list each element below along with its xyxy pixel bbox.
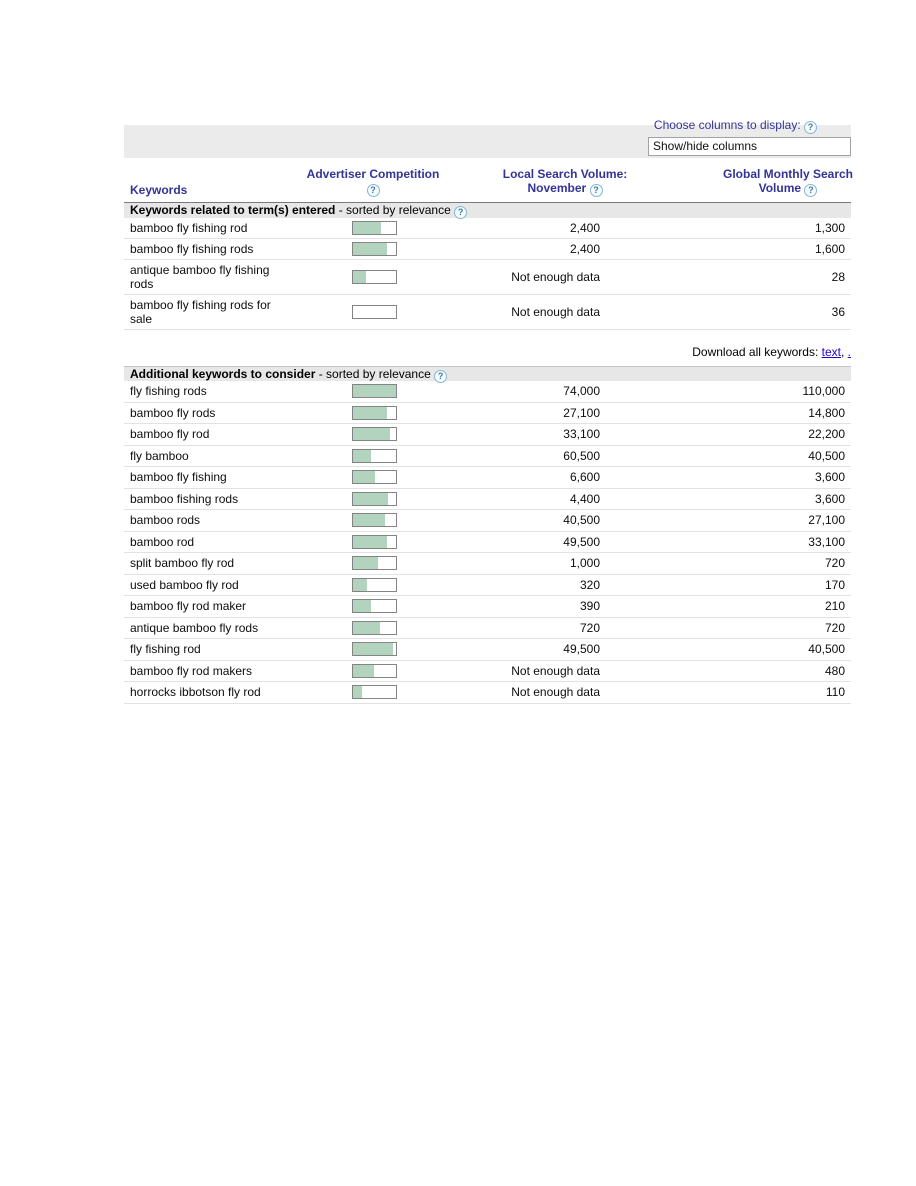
global-search-volume-cell: 110,000: [802, 384, 845, 399]
keyword-row: [124, 467, 851, 489]
keyword-row: [124, 661, 851, 683]
local-search-volume-label-line2: November: [527, 181, 587, 195]
global-search-volume-label-line1: Global Monthly Search: [722, 167, 854, 181]
local-search-volume-cell: 74,000: [563, 384, 600, 399]
advertiser-competition-bar: [352, 621, 397, 635]
advertiser-competition-bar: [352, 642, 397, 656]
local-search-volume-cell: Not enough data: [511, 270, 600, 284]
advertiser-competition-bar: [352, 305, 397, 319]
local-search-volume-cell: 6,600: [569, 470, 600, 485]
advertiser-competition-bar: [352, 513, 397, 527]
global-search-volume-cell: 720: [824, 556, 845, 571]
advertiser-competition-bar: [352, 449, 397, 463]
column-header-global-monthly-search-volume: [678, 167, 898, 197]
local-search-volume-label-line1: Local Search Volume:: [502, 167, 628, 181]
advertiser-competition-bar-fill: [353, 622, 380, 634]
keyword-row: [124, 295, 851, 330]
advertiser-competition-bar-fill: [353, 579, 367, 591]
keyword-cell: used bamboo fly rod: [130, 577, 239, 592]
keyword-cell: bamboo fly rod maker: [130, 599, 247, 614]
global-search-volume-cell: 40,500: [808, 642, 845, 657]
column-header-advertiser-competition: [273, 167, 473, 197]
keyword-row: [124, 239, 851, 260]
global-search-volume-cell: 1,600: [814, 242, 845, 256]
keyword-row: [124, 218, 851, 239]
help-icon[interactable]: ?: [804, 184, 817, 197]
keyword-row: [124, 639, 851, 661]
keyword-cell: bamboo fly fishing: [130, 470, 227, 485]
keyword-row: [124, 403, 851, 425]
column-header-local-search-volume: [465, 167, 665, 197]
keyword-cell: antique bamboo fly fishing rods: [130, 263, 270, 291]
advertiser-competition-bar: [352, 599, 397, 613]
keyword-row: [124, 682, 851, 704]
table-column-header-row: [124, 158, 854, 203]
global-search-volume-cell: 36: [831, 305, 845, 319]
keyword-cell: bamboo fly rods: [130, 405, 216, 420]
advertiser-competition-bar-fill: [353, 493, 388, 505]
advertiser-competition-bar-fill: [353, 643, 393, 655]
local-search-volume-cell: Not enough data: [511, 663, 600, 678]
local-search-volume-cell: 390: [579, 599, 600, 614]
advertiser-competition-bar-fill: [353, 665, 374, 677]
section-header-additional-keywords: [124, 366, 851, 381]
advertiser-competition-bar-fill: [353, 243, 387, 255]
keyword-row: [124, 618, 851, 640]
advertiser-competition-bar-fill: [353, 385, 396, 397]
column-header-keywords: Keywords: [130, 183, 188, 197]
section-title-rest: - sorted by relevance: [315, 367, 431, 381]
keyword-row: [124, 553, 851, 575]
advertiser-competition-bar: [352, 685, 397, 699]
keyword-cell: bamboo fly rod: [130, 427, 210, 442]
local-search-volume-cell: Not enough data: [511, 685, 600, 700]
local-search-volume-cell: 49,500: [563, 534, 600, 549]
advertiser-competition-bar: [352, 221, 397, 235]
keyword-row: [124, 575, 851, 597]
keyword-cell: bamboo fishing rods: [130, 491, 239, 506]
keyword-cell: bamboo fly fishing rods for sale: [130, 298, 271, 326]
local-search-volume-cell: 27,100: [563, 405, 600, 420]
keyword-cell: fly fishing rod: [130, 642, 201, 657]
keyword-cell: horrocks ibbotson fly rod: [130, 685, 261, 700]
local-search-volume-cell: 60,500: [563, 448, 600, 463]
section-title-bold: Additional keywords to consider: [130, 367, 316, 381]
local-search-volume-cell: 320: [579, 577, 600, 592]
advertiser-competition-bar-fill: [353, 471, 375, 483]
keyword-tool-results-panel: [124, 118, 854, 700]
download-separator: ,: [840, 345, 848, 359]
local-search-volume-cell: 4,400: [569, 491, 600, 506]
advertiser-competition-bar: [352, 664, 397, 678]
help-icon[interactable]: ?: [804, 121, 817, 134]
help-icon[interactable]: ?: [590, 184, 603, 197]
advertiser-competition-bar: [352, 470, 397, 484]
keyword-cell: bamboo rod: [130, 534, 195, 549]
column-controls-band: [124, 118, 851, 158]
keyword-cell: split bamboo fly rod: [130, 556, 235, 571]
keyword-cell: antique bamboo fly rods: [130, 620, 259, 635]
advertiser-competition-bar: [352, 427, 397, 441]
advertiser-competition-bar-fill: [353, 407, 387, 419]
global-search-volume-cell: 3,600: [814, 470, 845, 485]
global-search-volume-cell: 3,600: [814, 491, 845, 506]
choose-columns-text: Choose columns to display:: [653, 118, 801, 132]
keyword-cell: bamboo fly rod makers: [130, 663, 253, 678]
global-search-volume-label-line2: Volume: [758, 181, 802, 195]
keyword-row: [124, 510, 851, 532]
keyword-row: [124, 381, 851, 403]
global-search-volume-cell: 40,500: [808, 448, 845, 463]
advertiser-competition-bar: [352, 270, 397, 284]
local-search-volume-cell: 40,500: [563, 513, 600, 528]
help-icon[interactable]: ?: [434, 370, 447, 383]
global-search-volume-cell: 210: [824, 599, 845, 614]
advertiser-competition-bar-fill: [353, 514, 385, 526]
additional-keywords-rows: [124, 381, 851, 704]
global-search-volume-cell: 1,300: [814, 221, 845, 235]
advertiser-competition-bar: [352, 242, 397, 256]
keyword-row: [124, 596, 851, 618]
keyword-cell: bamboo rods: [130, 513, 201, 528]
advertiser-competition-bar: [352, 492, 397, 506]
keyword-row: [124, 489, 851, 511]
advertiser-competition-bar: [352, 535, 397, 549]
keyword-cell: bamboo fly fishing rod: [130, 221, 248, 235]
choose-columns-label: [654, 118, 817, 134]
table-gap: [124, 330, 851, 366]
advertiser-competition-bar-fill: [353, 450, 371, 462]
advertiser-competition-bar-fill: [353, 536, 387, 548]
advertiser-competition-bar-fill: [353, 686, 362, 698]
keyword-cell: fly bamboo: [130, 448, 189, 463]
local-search-volume-cell: 33,100: [563, 427, 600, 442]
keyword-row: [124, 446, 851, 468]
download-csv-link-fragment[interactable]: .: [847, 345, 851, 359]
show-hide-columns-select[interactable]: Show/hide columns: [648, 137, 851, 156]
advertiser-competition-bar: [352, 406, 397, 420]
advertiser-competition-bar: [352, 556, 397, 570]
advertiser-competition-bar-fill: [353, 271, 366, 283]
advertiser-competition-bar: [352, 384, 397, 398]
local-search-volume-cell: Not enough data: [511, 305, 600, 319]
keyword-cell: fly fishing rods: [130, 384, 207, 399]
local-search-volume-cell: 720: [579, 620, 600, 635]
global-search-volume-cell: 14,800: [808, 405, 845, 420]
download-text-link[interactable]: text: [821, 345, 841, 359]
section-header-related-keywords: [124, 203, 851, 218]
section-title-bold: Keywords related to term(s) entered: [130, 203, 336, 217]
advertiser-competition-bar: [352, 578, 397, 592]
keyword-row: [124, 532, 851, 554]
help-icon[interactable]: ?: [454, 206, 467, 219]
advertiser-competition-bar-fill: [353, 600, 371, 612]
global-search-volume-cell: 720: [824, 620, 845, 635]
keyword-cell: bamboo fly fishing rods: [130, 242, 254, 256]
global-search-volume-cell: 110: [825, 685, 845, 700]
keyword-row: [124, 424, 851, 446]
local-search-volume-cell: 1,000: [569, 556, 600, 571]
global-search-volume-cell: 170: [824, 577, 845, 592]
keyword-row: [124, 260, 851, 295]
global-search-volume-cell: 28: [831, 270, 845, 284]
local-search-volume-cell: 49,500: [563, 642, 600, 657]
related-keywords-rows: [124, 218, 851, 330]
advertiser-competition-bar-fill: [353, 428, 390, 440]
help-icon[interactable]: ?: [367, 184, 380, 197]
advertiser-competition-bar-fill: [353, 222, 381, 234]
section-title-rest: - sorted by relevance: [335, 203, 451, 217]
download-all-keywords-line: [692, 345, 851, 359]
local-search-volume-cell: 2,400: [569, 242, 600, 256]
global-search-volume-cell: 22,200: [808, 427, 845, 442]
advertiser-competition-bar-fill: [353, 557, 378, 569]
advertiser-competition-label: Advertiser Competition: [306, 167, 440, 181]
download-label: Download all keywords:: [692, 345, 819, 359]
local-search-volume-cell: 2,400: [569, 221, 600, 235]
global-search-volume-cell: 480: [824, 663, 845, 678]
global-search-volume-cell: 27,100: [808, 513, 845, 528]
global-search-volume-cell: 33,100: [808, 534, 845, 549]
